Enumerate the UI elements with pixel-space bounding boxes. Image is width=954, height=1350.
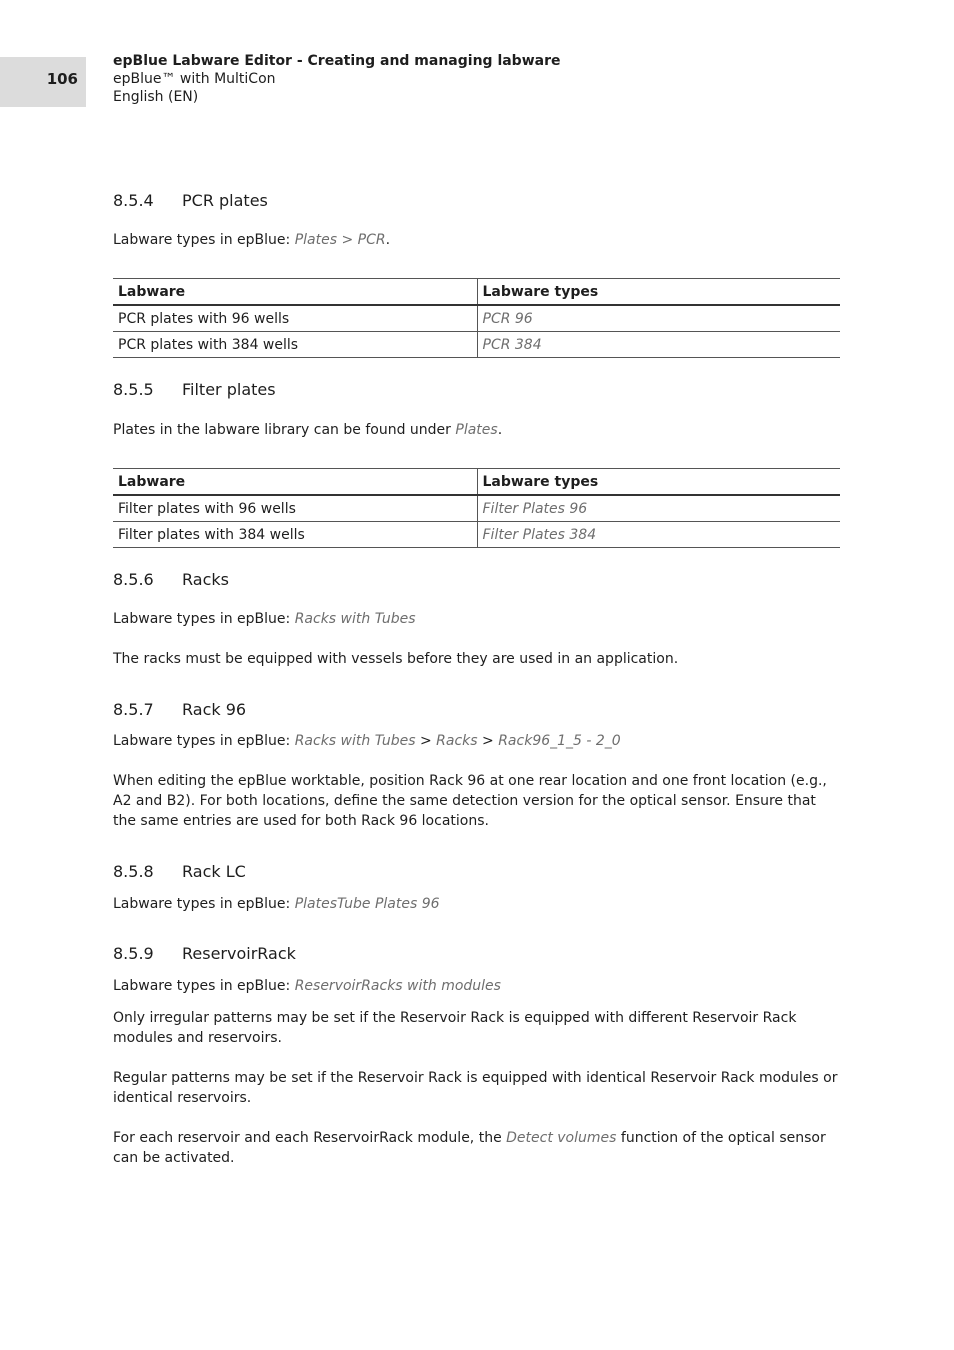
rack-96-body: When editing the epBlue worktable, position Rack 96 at one rear location and one front location (e.g., A2 and B2). For both locations, define the same detection version for the optical sensor. Ensure that the same entries are used for both Rack 96 locations.	[113, 773, 827, 829]
rack-lc-intro	[113, 894, 843, 914]
reservoir-rack-body-1: Only irregular patterns may be set if the Reservoir Rack is equipped with different Reservoir Rack modules and reservoirs.	[113, 1010, 797, 1046]
table-cell-labware: Filter plates with 96 wells	[113, 495, 477, 522]
section-heading-filter-plates	[113, 380, 276, 399]
section-number: 8.5.9	[113, 944, 154, 963]
table-header-row	[113, 279, 840, 306]
intro-text: Labware types in epBlue:	[113, 232, 295, 248]
column-header-labware: Labware	[113, 469, 477, 496]
filter-plates-table	[113, 468, 840, 548]
table-cell-labware: PCR plates with 384 wells	[113, 332, 477, 358]
intro-text: Labware types in epBlue:	[113, 896, 295, 912]
section-number: 8.5.4	[113, 191, 154, 210]
racks-intro	[113, 609, 843, 629]
header-language: English (EN)	[113, 89, 199, 105]
table-row	[113, 332, 840, 358]
section-number: 8.5.5	[113, 380, 154, 399]
rack-96-intro	[113, 731, 843, 751]
reservoir-rack-body-2: Regular patterns may be set if the Reservoir Rack is equipped with identical Reservoir Rack modules or identical reservoirs.	[113, 1070, 838, 1106]
labware-type-ref: Racks with Tubes	[294, 611, 416, 627]
labware-type-ref: Racks with Tubes	[294, 733, 416, 749]
reservoir-rack-body-3	[113, 1128, 843, 1168]
header-title: epBlue Labware Editor - Creating and managing labware	[113, 53, 561, 69]
section-heading-pcr-plates	[113, 191, 268, 210]
filter-plates-intro	[113, 420, 843, 440]
labware-type-ref: PlatesTube Plates 96	[294, 896, 440, 912]
labware-type-ref: ReservoirRacks with modules	[294, 978, 501, 994]
section-title: Racks	[182, 570, 229, 589]
section-heading-rack-lc	[113, 862, 246, 881]
section-heading-reservoir-rack	[113, 944, 296, 963]
labware-type-ref: Plates > PCR	[294, 232, 386, 248]
pcr-plates-intro	[113, 230, 843, 250]
table-cell-labware-type: Filter Plates 96	[477, 495, 840, 522]
racks-body: The racks must be equipped with vessels before they are used in an application.	[113, 651, 679, 667]
section-number: 8.5.8	[113, 862, 154, 881]
intro-text: Labware types in epBlue:	[113, 611, 295, 627]
table-cell-labware: Filter plates with 384 wells	[113, 522, 477, 548]
intro-suffix: .	[497, 422, 503, 438]
section-number: 8.5.6	[113, 570, 154, 589]
section-title: ReservoirRack	[182, 944, 296, 963]
intro-suffix: .	[385, 232, 391, 248]
body-text: function of the optical sensor can be activated.	[113, 1130, 826, 1166]
section-heading-rack-96	[113, 700, 246, 719]
table-cell-labware-type: Filter Plates 384	[477, 522, 840, 548]
table-cell-labware: PCR plates with 96 wells	[113, 305, 477, 332]
labware-type-ref: Rack96_1_5 - 2_0	[498, 733, 621, 749]
column-header-labware: Labware	[113, 279, 477, 306]
body-text: For each reservoir and each ReservoirRack module, the	[113, 1130, 507, 1146]
section-title: Rack LC	[182, 862, 246, 881]
section-title: PCR plates	[182, 191, 268, 210]
table-row	[113, 522, 840, 548]
page-number: 106	[46, 70, 78, 88]
section-heading-racks	[113, 570, 229, 589]
table-row	[113, 305, 840, 332]
function-ref: Detect volumes	[506, 1130, 617, 1146]
table-header-row	[113, 469, 840, 496]
table-row	[113, 495, 840, 522]
pcr-plates-table	[113, 278, 840, 358]
labware-type-ref: Plates	[455, 422, 498, 438]
table-cell-labware-type: PCR 384	[477, 332, 840, 358]
reservoir-rack-intro	[113, 976, 843, 996]
column-header-labware-types: Labware types	[477, 469, 840, 496]
path-separator: >	[415, 733, 437, 749]
section-title: Filter plates	[182, 380, 276, 399]
column-header-labware-types: Labware types	[477, 279, 840, 306]
header-product: epBlue™ with MultiCon	[113, 71, 276, 87]
section-title: Rack 96	[182, 700, 247, 719]
labware-type-ref: Racks	[436, 733, 478, 749]
path-separator: >	[477, 733, 499, 749]
intro-text: Labware types in epBlue:	[113, 978, 295, 994]
table-cell-labware-type: PCR 96	[477, 305, 840, 332]
intro-text: Plates in the labware library can be found under	[113, 422, 456, 438]
running-header	[113, 52, 561, 106]
section-number: 8.5.7	[113, 700, 154, 719]
intro-text: Labware types in epBlue:	[113, 733, 295, 749]
